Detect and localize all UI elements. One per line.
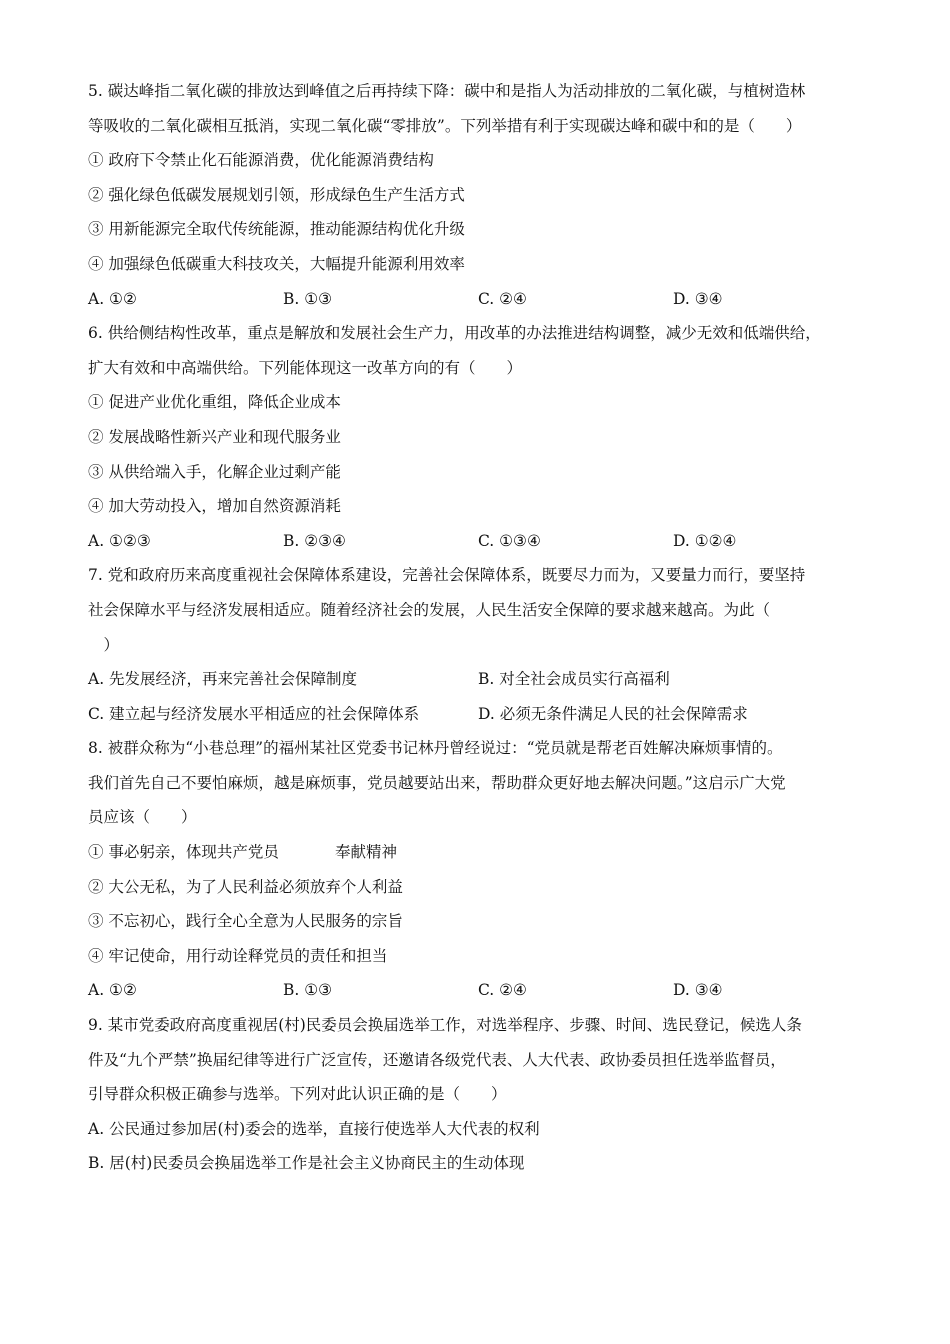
option-a: A. 公民通过参加居(村)委会的选举，直接行使选举人大代表的权利 (88, 1119, 540, 1138)
option-c: C. ②④ (478, 289, 527, 308)
answer-options (88, 662, 870, 697)
statement-item: ③ 不忘初心，践行全心全意为人民服务的宗旨 (88, 912, 403, 931)
question-stem: 等吸收的二氧化碳相互抵消，实现二氧化碳“零排放”。下列举措有利于实现碳达峰和碳中和的是（ ） (88, 116, 802, 135)
option-b: B. ②③④ (283, 531, 346, 550)
option-a: A. ①② (88, 981, 137, 1000)
question-8 (88, 731, 870, 1008)
question-stem: 9. 某市党委政府高度重视居(村)民委员会换届选举工作，对选举程序、步骤、时间、选民登记，候选人条 (88, 1016, 802, 1035)
statement-item: ④ 牢记使命，用行动诠释党员的责任和担当 (88, 946, 388, 965)
statement-item (88, 835, 870, 870)
option-c: C. ②④ (478, 981, 527, 1000)
statement-item: ① 促进产业优化重组，降低企业成本 (88, 393, 341, 412)
question-7 (88, 558, 870, 731)
option-a: A. 先发展经济，再来完善社会保障制度 (88, 670, 358, 689)
question-6 (88, 316, 870, 558)
question-stem: 引导群众积极正确参与选举。下列对此认识正确的是（ ） (88, 1085, 507, 1104)
answer-options (88, 697, 870, 732)
statement-item: ② 强化绿色低碳发展规划引领，形成绿色生产生活方式 (88, 185, 465, 204)
statement-item-part: 奉献精神 (334, 843, 397, 862)
option-b: B. ①③ (283, 289, 333, 308)
statement-item: ② 大公无私，为了人民利益必须放弃个人利益 (88, 877, 403, 896)
option-b: B. ①③ (283, 981, 333, 1000)
statement-item: ④ 加大劳动投入，增加自然资源消耗 (88, 497, 341, 516)
option-a: A. ①② (88, 289, 137, 308)
answer-options (88, 973, 870, 1008)
option-d: D. ③④ (673, 289, 723, 308)
option-c: C. ①③④ (478, 531, 541, 550)
statement-item: ① 政府下令禁止化石能源消费，优化能源消费结构 (88, 151, 434, 170)
option-c: C. 建立起与经济发展水平相适应的社会保障体系 (88, 704, 420, 723)
exam-page (88, 74, 870, 1181)
question-stem: 我们首先自己不要怕麻烦，越是麻烦事，党员越要站出来，帮助群众更好地去解决问题。”这启示广大党 (88, 773, 786, 792)
question-stem: 7. 党和政府历来高度重视社会保障体系建设，完善社会保障体系，既要尽力而为，又要量力而行，要坚持 (88, 566, 806, 585)
question-stem: 8. 被群众称为“小巷总理”的福州某社区党委书记林丹曾经说过：“党员就是帮老百姓解决麻烦事情的。 (88, 739, 783, 758)
question-9 (88, 1008, 870, 1181)
option-d: D. ③④ (673, 981, 723, 1000)
statement-item: ③ 用新能源完全取代传统能源，推动能源结构优化升级 (88, 220, 465, 239)
answer-options (88, 524, 870, 559)
question-stem: 扩大有效和中高端供给。下列能体现这一改革方向的有（ ） (88, 358, 523, 377)
statement-item: ③ 从供给端入手，化解企业过剩产能 (88, 462, 341, 481)
option-b: B. 居(村)民委员会换届选举工作是社会主义协商民主的生动体现 (88, 1154, 525, 1173)
option-a: A. ①②③ (88, 531, 151, 550)
question-stem: 件及“九个严禁”换届纪律等进行广泛宣传，还邀请各级党代表、人大代表、政协委员担任选举监督员， (88, 1050, 786, 1069)
question-stem: 社会保障水平与经济发展相适应。随着经济社会的发展，人民生活安全保障的要求越来越高。为此（ (88, 600, 771, 619)
question-stem: ） (88, 635, 120, 654)
option-d: D. ①②④ (673, 531, 737, 550)
statement-item: ④ 加强绿色低碳重大科技攻关，大幅提升能源利用效率 (88, 254, 465, 273)
answer-options (88, 282, 870, 317)
question-stem: 6. 供给侧结构性改革，重点是解放和发展社会生产力，用改革的办法推进结构调整，减少无效和低端供给， (88, 324, 821, 343)
option-b: B. 对全社会成员实行高福利 (478, 670, 670, 689)
statement-item-part: ① 事必躬亲，体现共产党员 (88, 843, 279, 862)
question-5 (88, 74, 870, 316)
question-stem: 员应该（ ） (88, 808, 197, 827)
question-stem: 5. 碳达峰指二氧化碳的排放达到峰值之后再持续下降：碳中和是指人为活动排放的二氧化碳，与植树造林 (88, 82, 806, 100)
option-d: D. 必须无条件满足人民的社会保障需求 (478, 704, 748, 723)
statement-item: ② 发展战略性新兴产业和现代服务业 (88, 427, 341, 446)
